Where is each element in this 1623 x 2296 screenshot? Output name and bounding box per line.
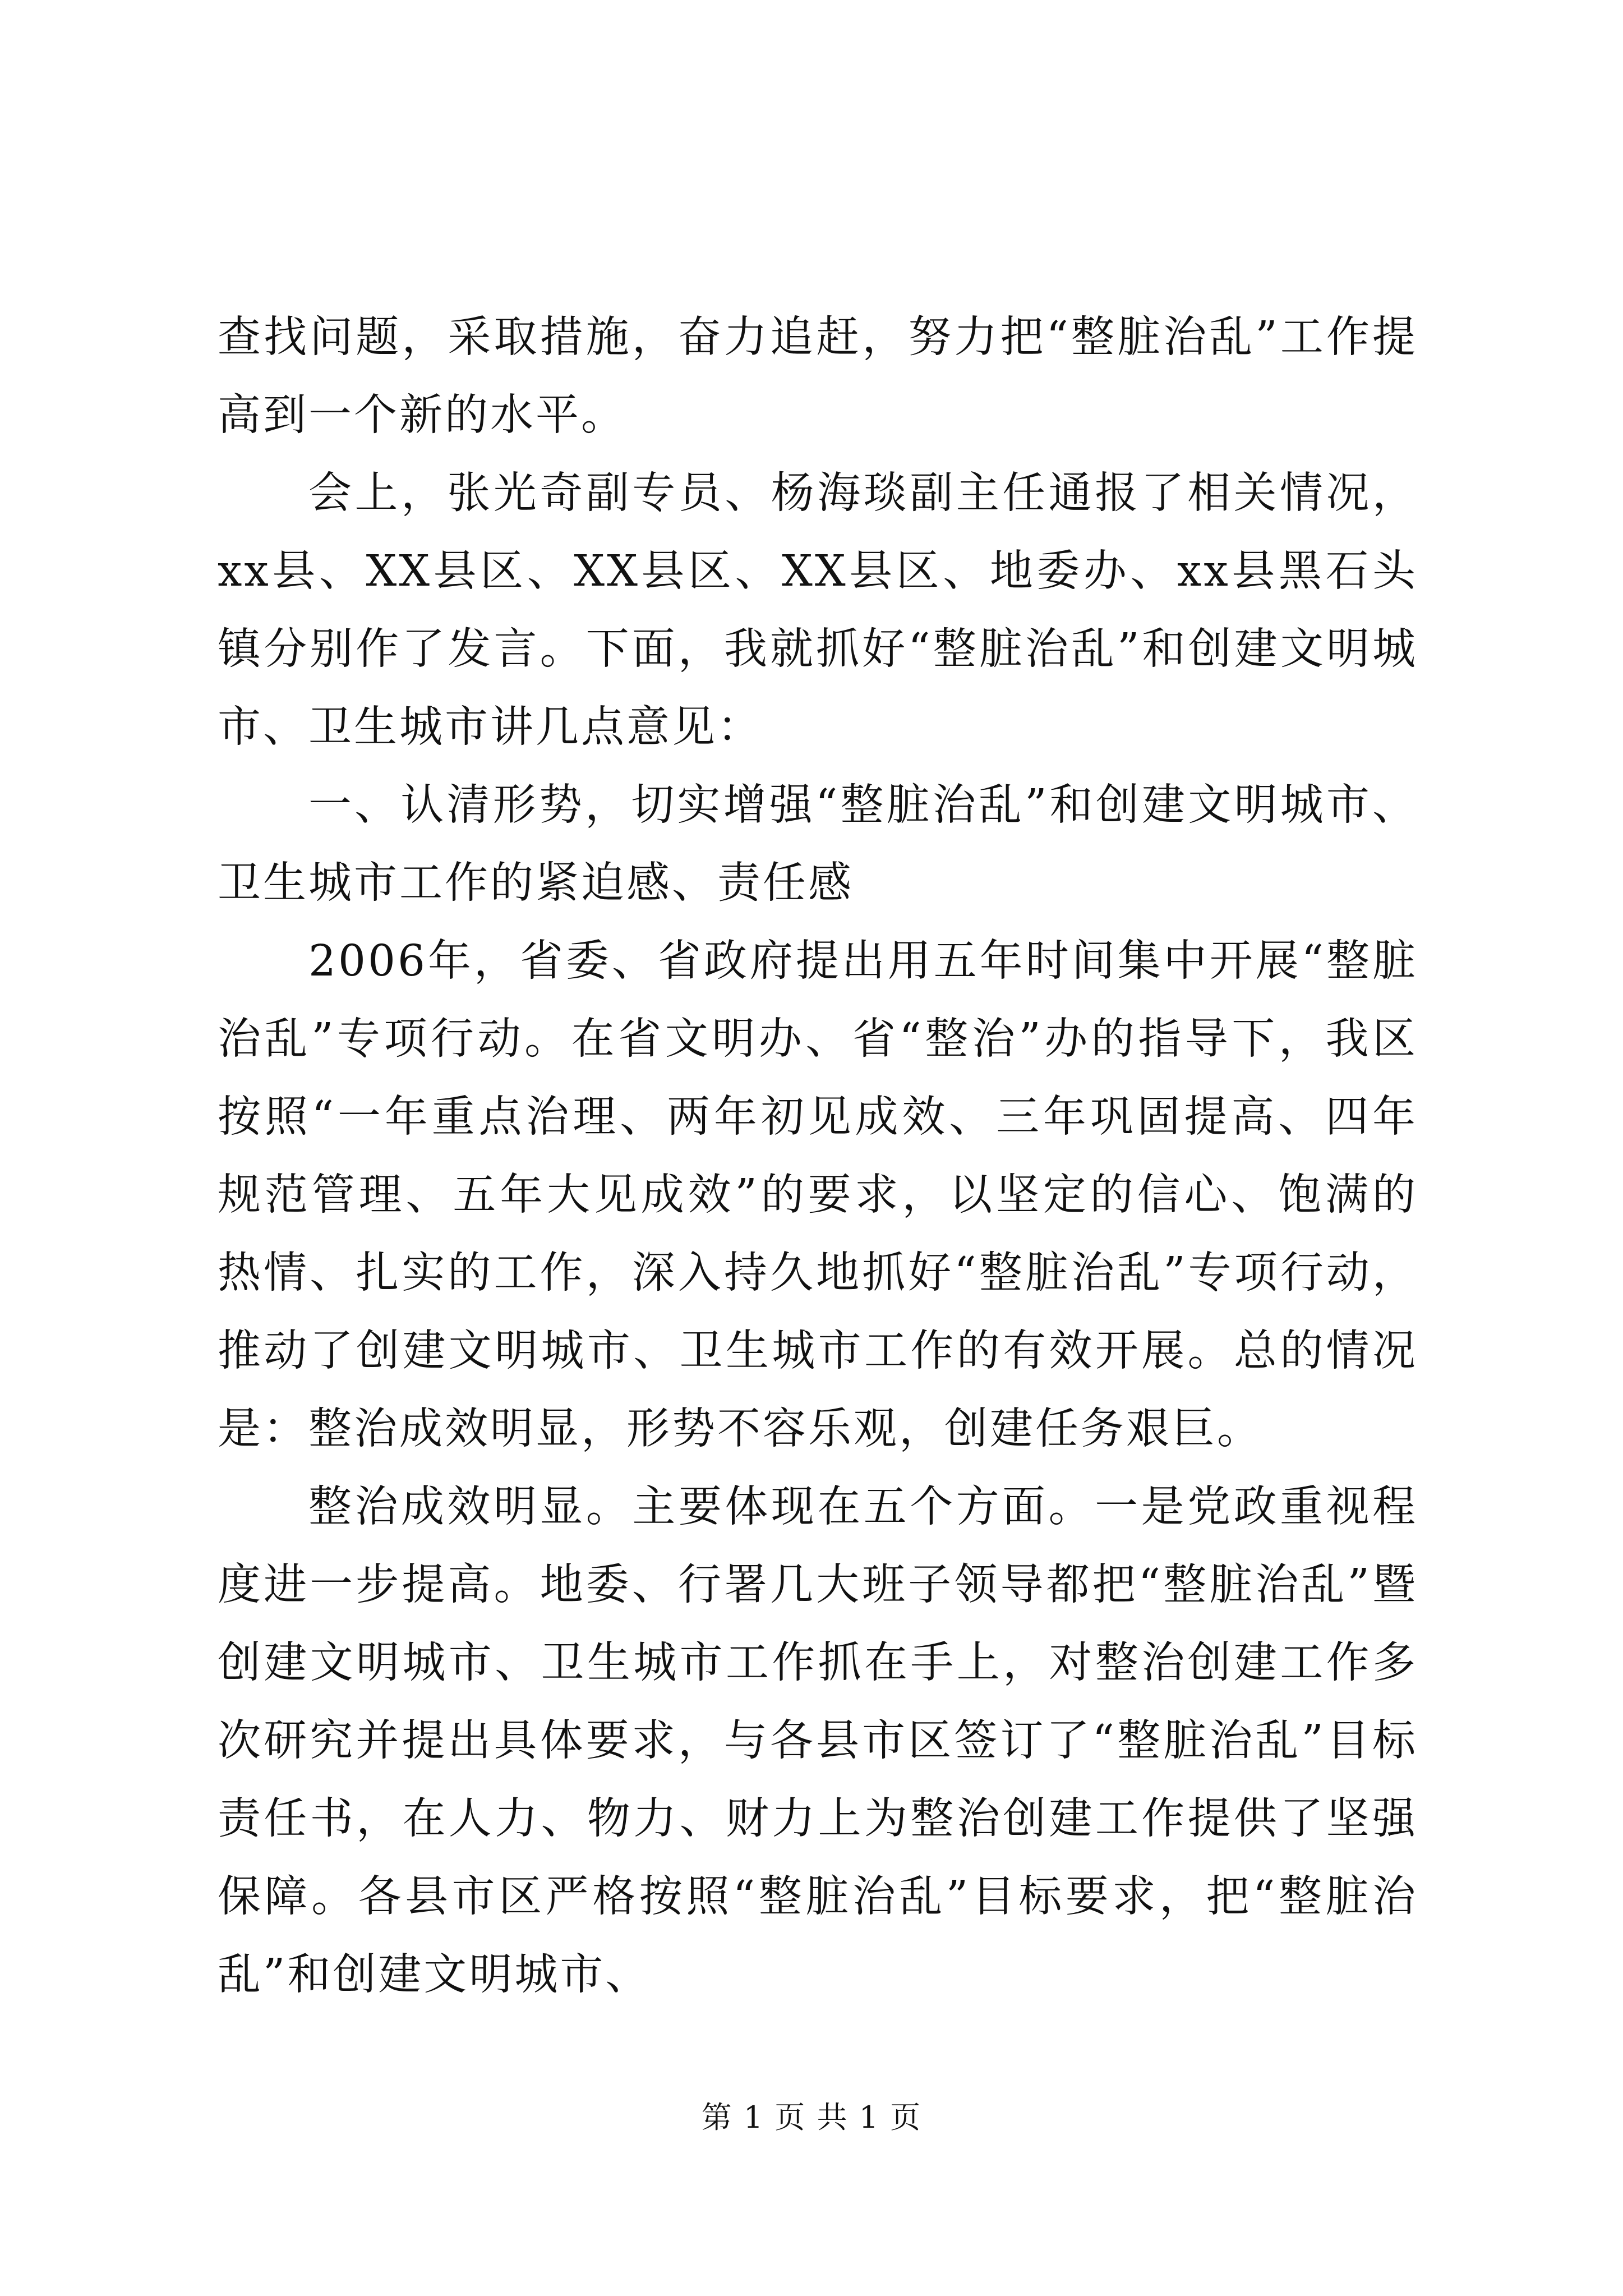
paragraph-continuation: 查找问题，采取措施，奋力追赶，努力把“整脏治乱”工作提高到一个新的水平。	[218, 312, 1418, 440]
paragraph-achievements: 整治成效明显。主要体现在五个方面。一是党政重视程度进一步提高。地委、行署几大班子领导都把“整脏治乱”暨创建文明城市、卫生城市工作抓在手上，对整治创建工作多次研究并提出具体要求，与各县市区签订了“整脏治乱”目标责任书，在人力、物力、财力上为整治创建工作提供了坚强保障。各县市区严格按照“整脏治乱”目标要求，把“整脏治乱”和创建文明城市、	[218, 1482, 1418, 2000]
page-footer: 第 1 页 共 1 页	[701, 2100, 922, 2135]
section-heading-one: 一、认清形势，切实增强“整脏治乱”和创建文明城市、卫生城市工作的紧迫感、责任感	[218, 780, 1418, 908]
document-body	[218, 298, 1418, 2014]
paragraph-2006-overview: 2006年，省委、省政府提出用五年时间集中开展“整脏治乱”专项行动。在省文明办、省“整治”办的指导下，我区按照“一年重点治理、两年初见成效、三年巩固提高、四年规范管理、五年大见成效”的要求，以坚定的信心、饱满的热情、扎实的工作，深入持久地抓好“整脏治乱”专项行动，推动了创建文明城市、卫生城市工作的有效开展。总的情况是：整治成效明显，形势不容乐观，创建任务艰巨。	[218, 936, 1418, 1454]
paragraph-meeting-summary: 会上，张光奇副专员、杨海琰副主任通报了相关情况，xx县、XX县区、XX县区、XX县区、地委办、xx县黑石头镇分别作了发言。下面，我就抓好“整脏治乱”和创建文明城市、卫生城市讲几点意见：	[218, 468, 1418, 752]
